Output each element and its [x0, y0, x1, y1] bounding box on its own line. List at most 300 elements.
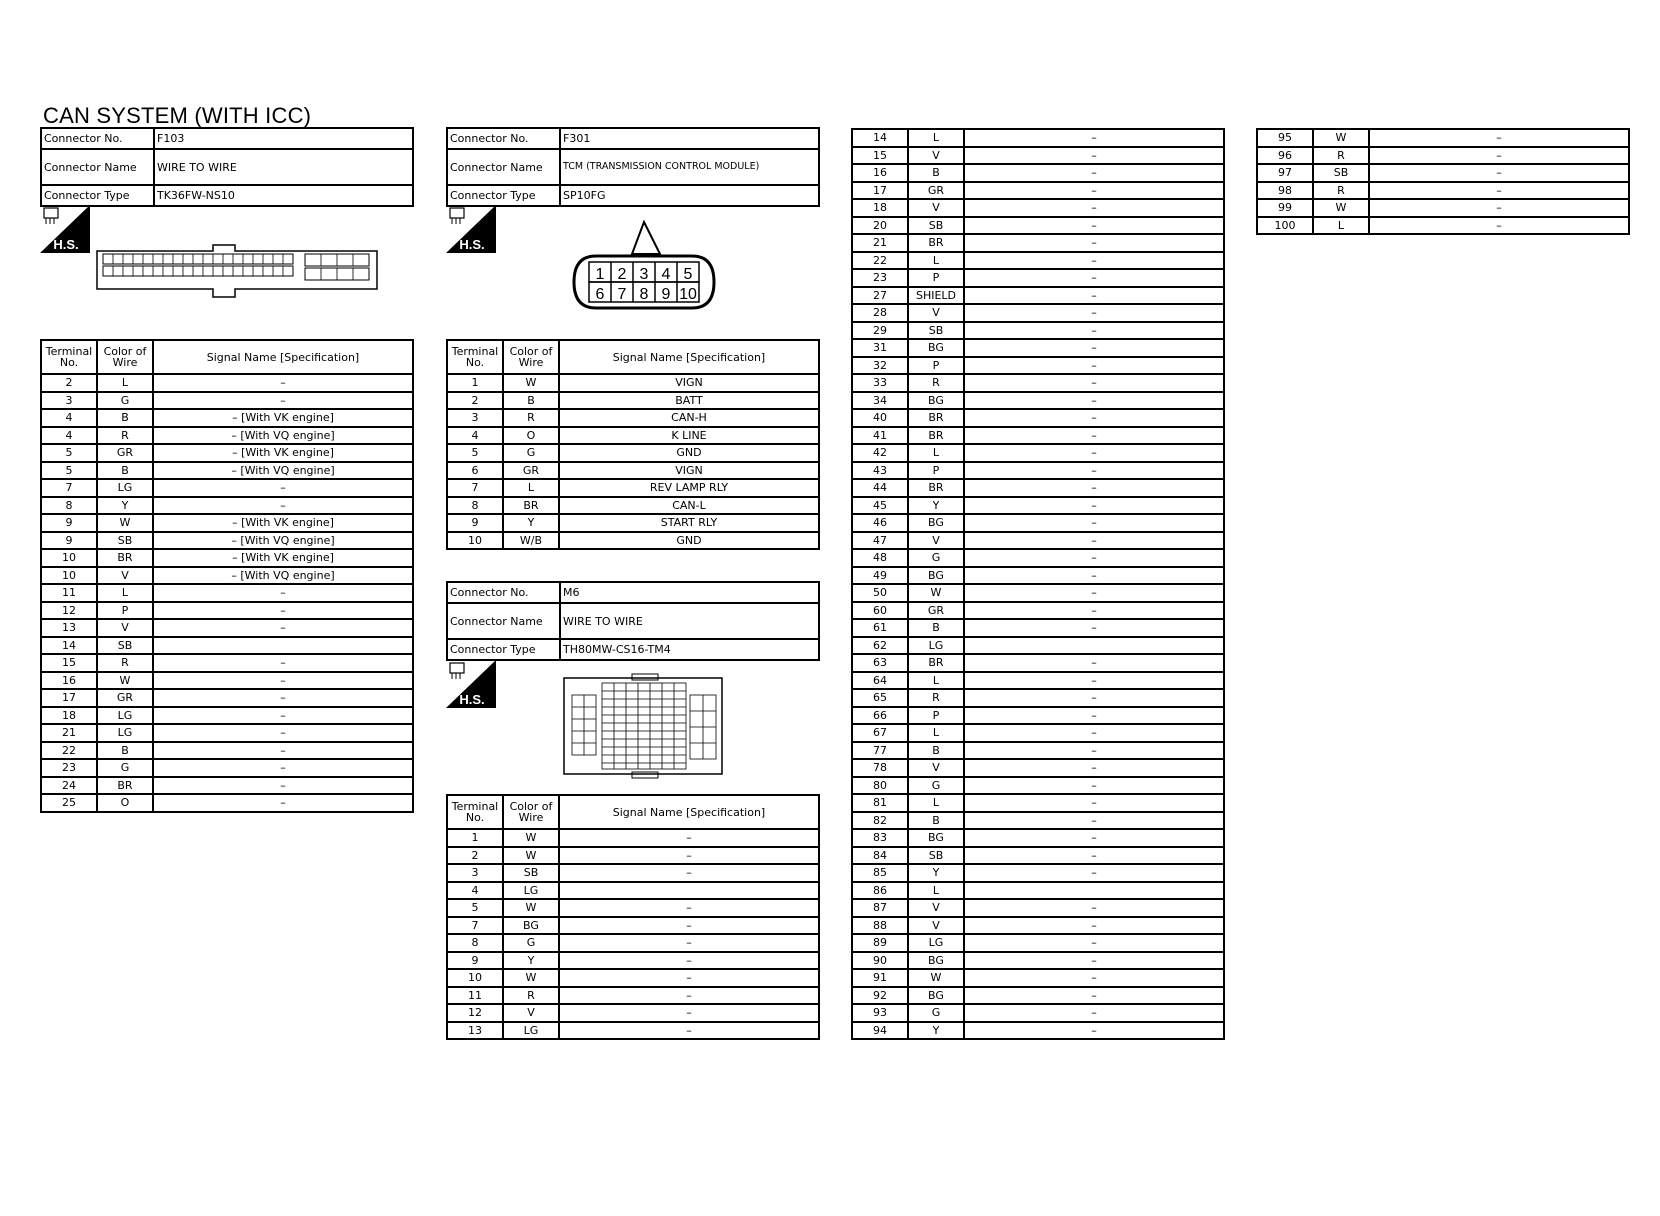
signal-name-cell: –	[964, 164, 1224, 182]
terminal-no-cell: 7	[41, 479, 97, 497]
terminal-no-cell: 49	[852, 567, 908, 585]
wire-color-cell: B	[503, 392, 559, 410]
terminal-no-cell: 15	[41, 654, 97, 672]
terminal-no-header: Terminal No.	[41, 340, 97, 374]
terminal-no-cell: 10	[41, 567, 97, 585]
table-row	[852, 952, 1224, 970]
f103-info-table	[40, 127, 414, 207]
table-row	[852, 304, 1224, 322]
hs-harness-side-icon	[40, 205, 90, 253]
terminal-no-cell: 41	[852, 427, 908, 445]
terminal-no-cell: 77	[852, 742, 908, 760]
signal-name-cell: – [With VK engine]	[153, 514, 413, 532]
wire-color-cell: R	[503, 409, 559, 427]
terminal-no-cell: 81	[852, 794, 908, 812]
signal-name-cell: –	[559, 934, 819, 952]
table-row	[41, 497, 413, 515]
wire-color-cell: V	[908, 759, 964, 777]
signal-name-cell: –	[153, 707, 413, 725]
wire-color-cell: BG	[908, 987, 964, 1005]
table-row	[447, 847, 819, 865]
terminal-no-cell: 80	[852, 777, 908, 795]
table-row	[41, 707, 413, 725]
wire-color-cell: W	[503, 899, 559, 917]
hs-badge-text: H.S.	[53, 237, 79, 252]
terminal-no-cell: 87	[852, 899, 908, 917]
terminal-no-cell: 10	[447, 532, 503, 550]
wire-color-cell: SB	[1313, 164, 1369, 182]
signal-name-cell: –	[964, 969, 1224, 987]
table-row	[852, 759, 1224, 777]
pin-label: 7	[617, 286, 627, 303]
signal-name-cell: –	[153, 479, 413, 497]
table-row	[447, 1022, 819, 1040]
terminal-no-cell: 3	[41, 392, 97, 410]
signal-name-cell: –	[964, 934, 1224, 952]
table-row	[41, 374, 413, 392]
wire-color-cell: W/B	[503, 532, 559, 550]
f103-pin-table	[40, 339, 414, 813]
signal-name-cell: GND	[559, 444, 819, 462]
wire-color-cell: W	[97, 672, 153, 690]
terminal-no-cell: 21	[852, 234, 908, 252]
table-row	[852, 742, 1224, 760]
table-row	[41, 444, 413, 462]
m6-rows-cont1	[852, 129, 1224, 1039]
table-row	[852, 882, 1224, 900]
signal-name-cell: –	[559, 952, 819, 970]
wire-color-cell: SHIELD	[908, 287, 964, 305]
signal-name-cell: –	[964, 812, 1224, 830]
f103-pin-table-block	[40, 339, 414, 813]
signal-name-cell: –	[559, 899, 819, 917]
table-row	[852, 689, 1224, 707]
m6-connector-no: M6	[560, 582, 819, 603]
wire-color-cell: R	[97, 427, 153, 445]
table-row	[1257, 182, 1629, 200]
terminal-no-cell: 13	[41, 619, 97, 637]
table-row	[852, 339, 1224, 357]
wire-color-cell: V	[908, 199, 964, 217]
wire-color-cell: B	[908, 164, 964, 182]
wire-color-cell: B	[97, 742, 153, 760]
wire-color-cell: G	[908, 549, 964, 567]
table-row	[41, 637, 413, 655]
table-row	[41, 742, 413, 760]
terminal-no-cell: 10	[447, 969, 503, 987]
wire-color-cell: G	[503, 444, 559, 462]
terminal-no-cell: 42	[852, 444, 908, 462]
terminal-no-cell: 97	[1257, 164, 1313, 182]
wire-color-cell: P	[97, 602, 153, 620]
table-row	[41, 672, 413, 690]
wire-color-cell: V	[908, 304, 964, 322]
terminal-no-cell: 61	[852, 619, 908, 637]
pin-label: 2	[617, 266, 627, 283]
wire-color-cell: W	[97, 514, 153, 532]
wire-color-cell: GR	[97, 689, 153, 707]
signal-name-cell: GND	[559, 532, 819, 550]
signal-name-cell: –	[964, 777, 1224, 795]
terminal-no-cell: 3	[447, 864, 503, 882]
wire-color-cell: LG	[97, 724, 153, 742]
table-row	[852, 497, 1224, 515]
table-row	[852, 374, 1224, 392]
f103-connector-face-diagram	[95, 243, 380, 299]
wire-color-cell: P	[908, 707, 964, 725]
terminal-no-cell: 43	[852, 462, 908, 480]
table-row	[41, 689, 413, 707]
m6-pin-table-block	[446, 794, 820, 1040]
signal-name-cell: –	[964, 952, 1224, 970]
wire-color-cell: SB	[97, 532, 153, 550]
table-row	[41, 777, 413, 795]
signal-name-cell: –	[964, 917, 1224, 935]
table-row	[447, 532, 819, 550]
table-row	[852, 462, 1224, 480]
signal-name-cell: –	[964, 339, 1224, 357]
wire-color-cell: BG	[908, 339, 964, 357]
terminal-no-cell: 23	[852, 269, 908, 287]
table-row	[852, 619, 1224, 637]
table-row	[41, 619, 413, 637]
f301-pin-table-block	[446, 339, 820, 550]
terminal-no-cell: 29	[852, 322, 908, 340]
table-row	[852, 479, 1224, 497]
f103-connector-no: F103	[154, 128, 413, 149]
table-row	[1257, 147, 1629, 165]
wire-color-cell: W	[503, 969, 559, 987]
table-row	[1257, 164, 1629, 182]
f103-connector-name: WIRE TO WIRE	[154, 149, 413, 185]
signal-name-cell: –	[559, 847, 819, 865]
table-row	[852, 987, 1224, 1005]
terminal-no-cell: 86	[852, 882, 908, 900]
signal-name-cell: –	[964, 689, 1224, 707]
f301-connector-no: F301	[560, 128, 819, 149]
terminal-no-cell: 64	[852, 672, 908, 690]
signal-name-cell: –	[964, 444, 1224, 462]
terminal-no-cell: 18	[852, 199, 908, 217]
signal-name-cell: –	[153, 497, 413, 515]
terminal-no-cell: 3	[447, 409, 503, 427]
connector-type-label: Connector Type	[447, 639, 560, 660]
f301-connector-type: SP10FG	[560, 185, 819, 206]
terminal-no-cell: 82	[852, 812, 908, 830]
table-row	[447, 409, 819, 427]
table-row	[852, 934, 1224, 952]
terminal-no-cell: 90	[852, 952, 908, 970]
signal-name-cell: – [With VQ engine]	[153, 567, 413, 585]
signal-name-cell: –	[559, 917, 819, 935]
signal-name-cell: –	[964, 304, 1224, 322]
terminal-no-cell: 16	[41, 672, 97, 690]
signal-name-cell: –	[153, 619, 413, 637]
wire-color-cell: B	[97, 409, 153, 427]
signal-name-cell: –	[964, 269, 1224, 287]
wire-color-cell: R	[1313, 182, 1369, 200]
signal-name-cell: –	[964, 252, 1224, 270]
table-row	[447, 899, 819, 917]
signal-name-cell: –	[964, 479, 1224, 497]
f301-pin-grid	[589, 262, 699, 303]
terminal-no-header: Terminal No.	[447, 340, 503, 374]
wire-color-cell: BR	[97, 549, 153, 567]
wire-color-cell: L	[97, 374, 153, 392]
signal-name-cell: –	[153, 689, 413, 707]
wire-color-cell: Y	[503, 952, 559, 970]
wire-color-cell: L	[908, 129, 964, 147]
terminal-no-cell: 33	[852, 374, 908, 392]
terminal-no-cell: 14	[852, 129, 908, 147]
connector-no-label: Connector No.	[447, 128, 560, 149]
f301-connector-face-diagram	[572, 220, 717, 312]
table-row	[447, 987, 819, 1005]
terminal-no-cell: 88	[852, 917, 908, 935]
table-row	[41, 462, 413, 480]
table-row	[852, 829, 1224, 847]
wire-color-cell: BG	[908, 829, 964, 847]
terminal-no-cell: 9	[447, 514, 503, 532]
wire-color-cell: G	[503, 934, 559, 952]
terminal-no-cell: 22	[852, 252, 908, 270]
signal-name-cell: –	[153, 602, 413, 620]
terminal-no-cell: 34	[852, 392, 908, 410]
table-row	[852, 182, 1224, 200]
table-row	[852, 602, 1224, 620]
signal-name-cell: –	[964, 829, 1224, 847]
signal-name-cell: –	[559, 969, 819, 987]
wire-color-cell: BR	[908, 234, 964, 252]
wire-color-cell: R	[503, 987, 559, 1005]
terminal-no-cell: 5	[41, 444, 97, 462]
table-row	[852, 899, 1224, 917]
m6-continuation-1-block	[851, 128, 1225, 1040]
signal-name-cell: –	[153, 724, 413, 742]
signal-name-cell: –	[964, 707, 1224, 725]
m6-continuation-table-2	[1256, 128, 1630, 235]
wire-color-cell: BG	[503, 917, 559, 935]
pin-label: 1	[595, 266, 605, 283]
pin-label: 10	[679, 286, 697, 303]
m6-info-table	[446, 581, 820, 661]
wire-color-cell: L	[908, 444, 964, 462]
terminal-no-cell: 25	[41, 794, 97, 812]
table-row	[41, 392, 413, 410]
signal-name-cell	[153, 637, 413, 655]
signal-name-cell: –	[153, 374, 413, 392]
table-row	[41, 427, 413, 445]
wire-color-cell: BR	[908, 427, 964, 445]
table-row	[852, 777, 1224, 795]
wire-color-cell: BR	[97, 777, 153, 795]
wire-color-cell: V	[503, 1004, 559, 1022]
signal-name-cell: –	[1369, 147, 1629, 165]
signal-name-header: Signal Name [Specification]	[559, 340, 819, 374]
signal-name-cell: – [With VK engine]	[153, 444, 413, 462]
terminal-no-cell: 5	[447, 444, 503, 462]
table-row	[852, 409, 1224, 427]
wire-color-cell: BG	[908, 567, 964, 585]
table-row	[447, 374, 819, 392]
f301-pin-table	[446, 339, 820, 550]
pin-label: 9	[661, 286, 671, 303]
signal-name-cell: –	[964, 987, 1224, 1005]
signal-name-cell: –	[964, 847, 1224, 865]
connector-type-label: Connector Type	[41, 185, 154, 206]
signal-name-cell: –	[964, 199, 1224, 217]
signal-name-cell: – [With VQ engine]	[153, 462, 413, 480]
wire-color-cell: W	[503, 374, 559, 392]
terminal-no-cell: 48	[852, 549, 908, 567]
table-row	[852, 637, 1224, 655]
wire-color-cell: B	[97, 462, 153, 480]
wire-color-cell: L	[908, 794, 964, 812]
wire-color-cell: Y	[908, 497, 964, 515]
signal-name-cell: –	[1369, 164, 1629, 182]
wire-color-cell: V	[908, 147, 964, 165]
wire-color-cell: O	[97, 794, 153, 812]
terminal-no-cell: 9	[41, 514, 97, 532]
terminal-no-cell: 9	[447, 952, 503, 970]
table-row	[447, 514, 819, 532]
wire-color-cell: B	[908, 619, 964, 637]
table-row	[852, 252, 1224, 270]
table-row	[852, 392, 1224, 410]
signal-name-cell	[964, 882, 1224, 900]
signal-name-cell: –	[153, 794, 413, 812]
wire-color-cell: BR	[503, 497, 559, 515]
m6-connector-type: TH80MW-CS16-TM4	[560, 639, 819, 660]
wire-color-cell: L	[1313, 217, 1369, 235]
wire-color-cell: BG	[908, 392, 964, 410]
terminal-no-cell: 96	[1257, 147, 1313, 165]
wire-color-cell: Y	[503, 514, 559, 532]
hs-harness-side-icon	[446, 660, 496, 708]
color-of-wire-header: Color of Wire	[503, 340, 559, 374]
terminal-no-cell: 7	[447, 917, 503, 935]
table-row	[447, 969, 819, 987]
terminal-no-cell: 4	[447, 427, 503, 445]
connector-type-label: Connector Type	[447, 185, 560, 206]
table-row	[41, 724, 413, 742]
signal-name-cell: –	[964, 182, 1224, 200]
terminal-no-cell: 84	[852, 847, 908, 865]
signal-name-cell: –	[559, 829, 819, 847]
signal-name-cell: –	[964, 549, 1224, 567]
signal-name-cell: START RLY	[559, 514, 819, 532]
signal-name-cell: – [With VQ engine]	[153, 427, 413, 445]
signal-name-cell: –	[964, 409, 1224, 427]
hs-badge-text: H.S.	[459, 692, 485, 707]
signal-name-cell: –	[964, 322, 1224, 340]
signal-name-cell: –	[964, 129, 1224, 147]
terminal-no-cell: 46	[852, 514, 908, 532]
terminal-no-cell: 17	[852, 182, 908, 200]
wire-color-cell: L	[97, 584, 153, 602]
wire-color-cell: P	[908, 462, 964, 480]
table-row	[447, 829, 819, 847]
table-row	[852, 584, 1224, 602]
hs-badge-text: H.S.	[459, 237, 485, 252]
terminal-no-cell: 83	[852, 829, 908, 847]
table-row	[852, 514, 1224, 532]
terminal-no-cell: 4	[41, 427, 97, 445]
terminal-no-header: Terminal No.	[447, 795, 503, 829]
color-of-wire-header: Color of Wire	[503, 795, 559, 829]
terminal-no-cell: 92	[852, 987, 908, 1005]
pin-label: 6	[595, 286, 605, 303]
wire-color-cell: BG	[908, 514, 964, 532]
wire-color-cell: R	[908, 374, 964, 392]
terminal-no-cell: 27	[852, 287, 908, 305]
wire-color-cell: L	[503, 479, 559, 497]
table-row	[852, 322, 1224, 340]
wire-color-cell: GR	[97, 444, 153, 462]
table-row	[41, 584, 413, 602]
table-row	[852, 199, 1224, 217]
signal-name-cell: –	[1369, 182, 1629, 200]
wire-color-cell: BR	[908, 654, 964, 672]
signal-name-cell: –	[559, 1022, 819, 1040]
signal-name-cell: –	[1369, 199, 1629, 217]
signal-name-cell: –	[153, 672, 413, 690]
table-row	[852, 847, 1224, 865]
table-row	[41, 549, 413, 567]
wire-color-cell: W	[1313, 129, 1369, 147]
terminal-no-cell: 62	[852, 637, 908, 655]
table-row	[447, 462, 819, 480]
wire-color-cell: W	[503, 829, 559, 847]
wire-color-cell: R	[1313, 147, 1369, 165]
table-row	[852, 234, 1224, 252]
connector-no-label: Connector No.	[447, 582, 560, 603]
table-row	[41, 602, 413, 620]
terminal-no-cell: 18	[41, 707, 97, 725]
signal-name-cell: –	[559, 987, 819, 1005]
terminal-no-cell: 12	[41, 602, 97, 620]
signal-name-cell: K LINE	[559, 427, 819, 445]
terminal-no-cell: 95	[1257, 129, 1313, 147]
wire-color-cell: W	[908, 584, 964, 602]
wire-color-cell: V	[908, 917, 964, 935]
signal-name-cell: CAN-L	[559, 497, 819, 515]
signal-name-cell: –	[964, 864, 1224, 882]
terminal-no-cell: 94	[852, 1022, 908, 1040]
signal-name-cell: –	[964, 619, 1224, 637]
table-row	[852, 812, 1224, 830]
wire-color-cell: Y	[908, 864, 964, 882]
table-row	[852, 357, 1224, 375]
table-row	[852, 147, 1224, 165]
table-row	[852, 1022, 1224, 1040]
table-row	[852, 164, 1224, 182]
page-title: CAN SYSTEM (WITH ICC)	[43, 103, 312, 128]
terminal-no-cell: 66	[852, 707, 908, 725]
signal-name-header: Signal Name [Specification]	[559, 795, 819, 829]
signal-name-cell: –	[964, 374, 1224, 392]
table-row	[447, 934, 819, 952]
connector-no-label: Connector No.	[41, 128, 154, 149]
wire-color-cell: P	[908, 357, 964, 375]
f301-connector-name: TCM (TRANSMISSION CONTROL MODULE)	[560, 149, 819, 185]
table-row	[852, 672, 1224, 690]
table-row	[852, 427, 1224, 445]
connector-name-label: Connector Name	[447, 603, 560, 639]
m6-continuation-2-block	[1256, 128, 1630, 235]
wire-color-cell: LG	[908, 637, 964, 655]
table-row	[447, 882, 819, 900]
